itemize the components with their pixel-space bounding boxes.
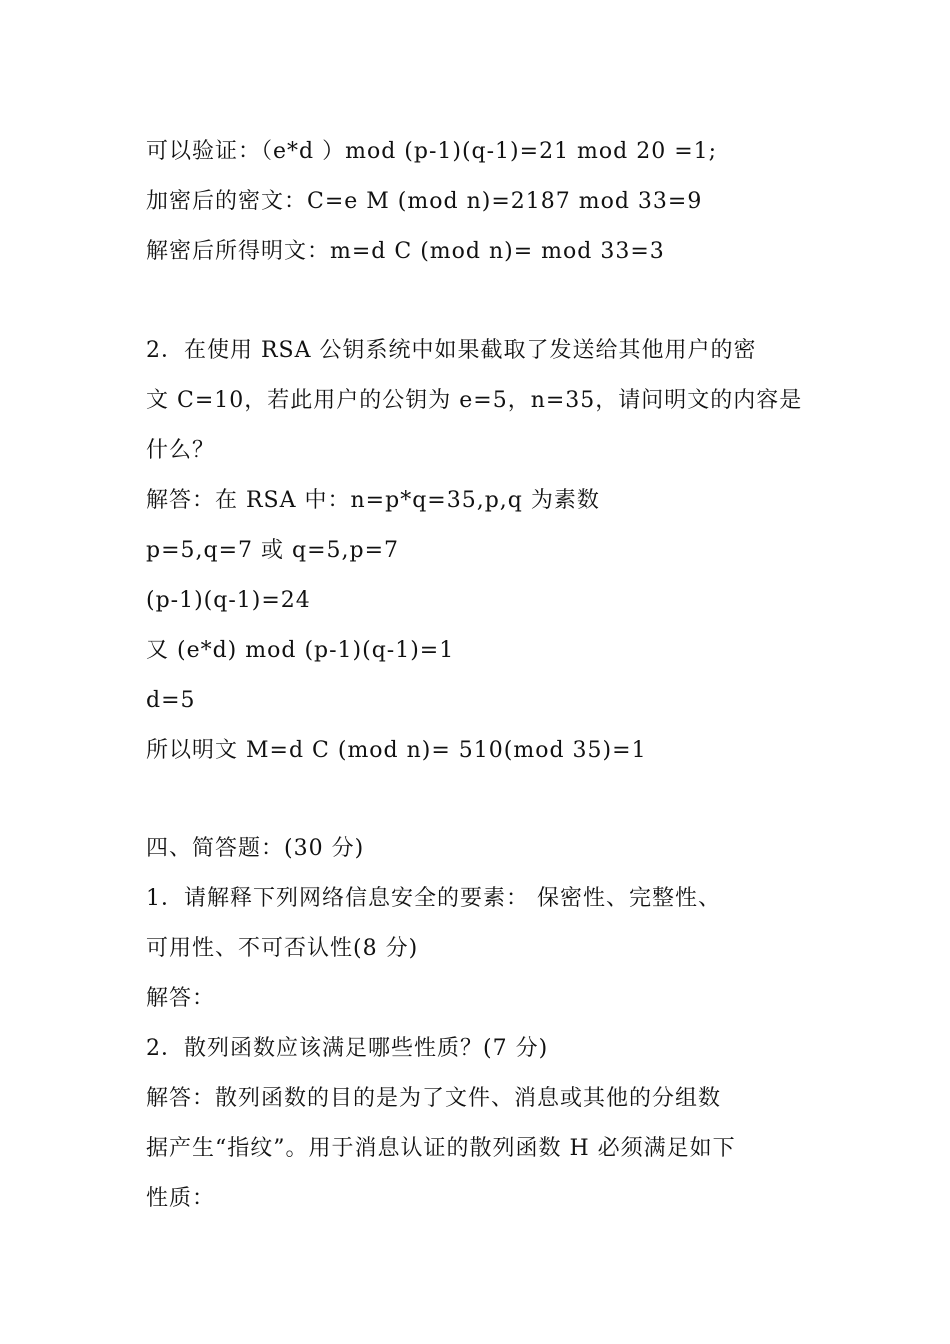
answer-line-4: 又 (e*d) mod (p-1)(q-1)=1 xyxy=(146,638,455,663)
section-heading: 四、简答题：(30 分) xyxy=(146,836,365,861)
answer-line-6: 所以明文 M=d C (mod n)= 510(mod 35)=1 xyxy=(146,738,647,763)
short-question-1-line-1: 1．请解释下列网络信息安全的要素： 保密性、完整性、 xyxy=(146,886,721,911)
short-answer-1-label: 解答： xyxy=(146,986,216,1011)
text-line-plaintext: 解密后所得明文：m=d C (mod n)= mod 33=3 xyxy=(146,239,665,264)
question-2-line-1: 2．在使用 RSA 公钥系统中如果截取了发送给其他用户的密 xyxy=(146,338,757,363)
question-2-line-2: 文 C=10，若此用户的公钥为 e=5，n=35，请问明文的内容是 xyxy=(146,388,803,413)
answer-line-3: (p-1)(q-1)=24 xyxy=(146,588,311,613)
short-answer-2-line-2: 据产生“指纹”。用于消息认证的散列函数 H 必须满足如下 xyxy=(146,1136,736,1161)
text-line-verify: 可以验证：（e*d ）mod (p-1)(q-1)=21 mod 20 =1; xyxy=(146,139,718,164)
short-question-2: 2．散列函数应该满足哪些性质？(7 分) xyxy=(146,1036,549,1061)
short-answer-2-line-3: 性质： xyxy=(146,1186,216,1211)
text-line-ciphertext: 加密后的密文：C=e M (mod n)=2187 mod 33=9 xyxy=(146,189,703,214)
short-question-1-line-2: 可用性、不可否认性(8 分) xyxy=(146,936,419,961)
question-2-line-3: 什么？ xyxy=(146,438,216,463)
answer-line-5: d=5 xyxy=(146,688,196,713)
short-answer-2-line-1: 解答：散列函数的目的是为了文件、消息或其他的分组数 xyxy=(146,1086,722,1111)
answer-line-1: 解答：在 RSA 中：n=p*q=35,p,q 为素数 xyxy=(146,488,600,513)
answer-line-2: p=5,q=7 或 q=5,p=7 xyxy=(146,538,400,563)
